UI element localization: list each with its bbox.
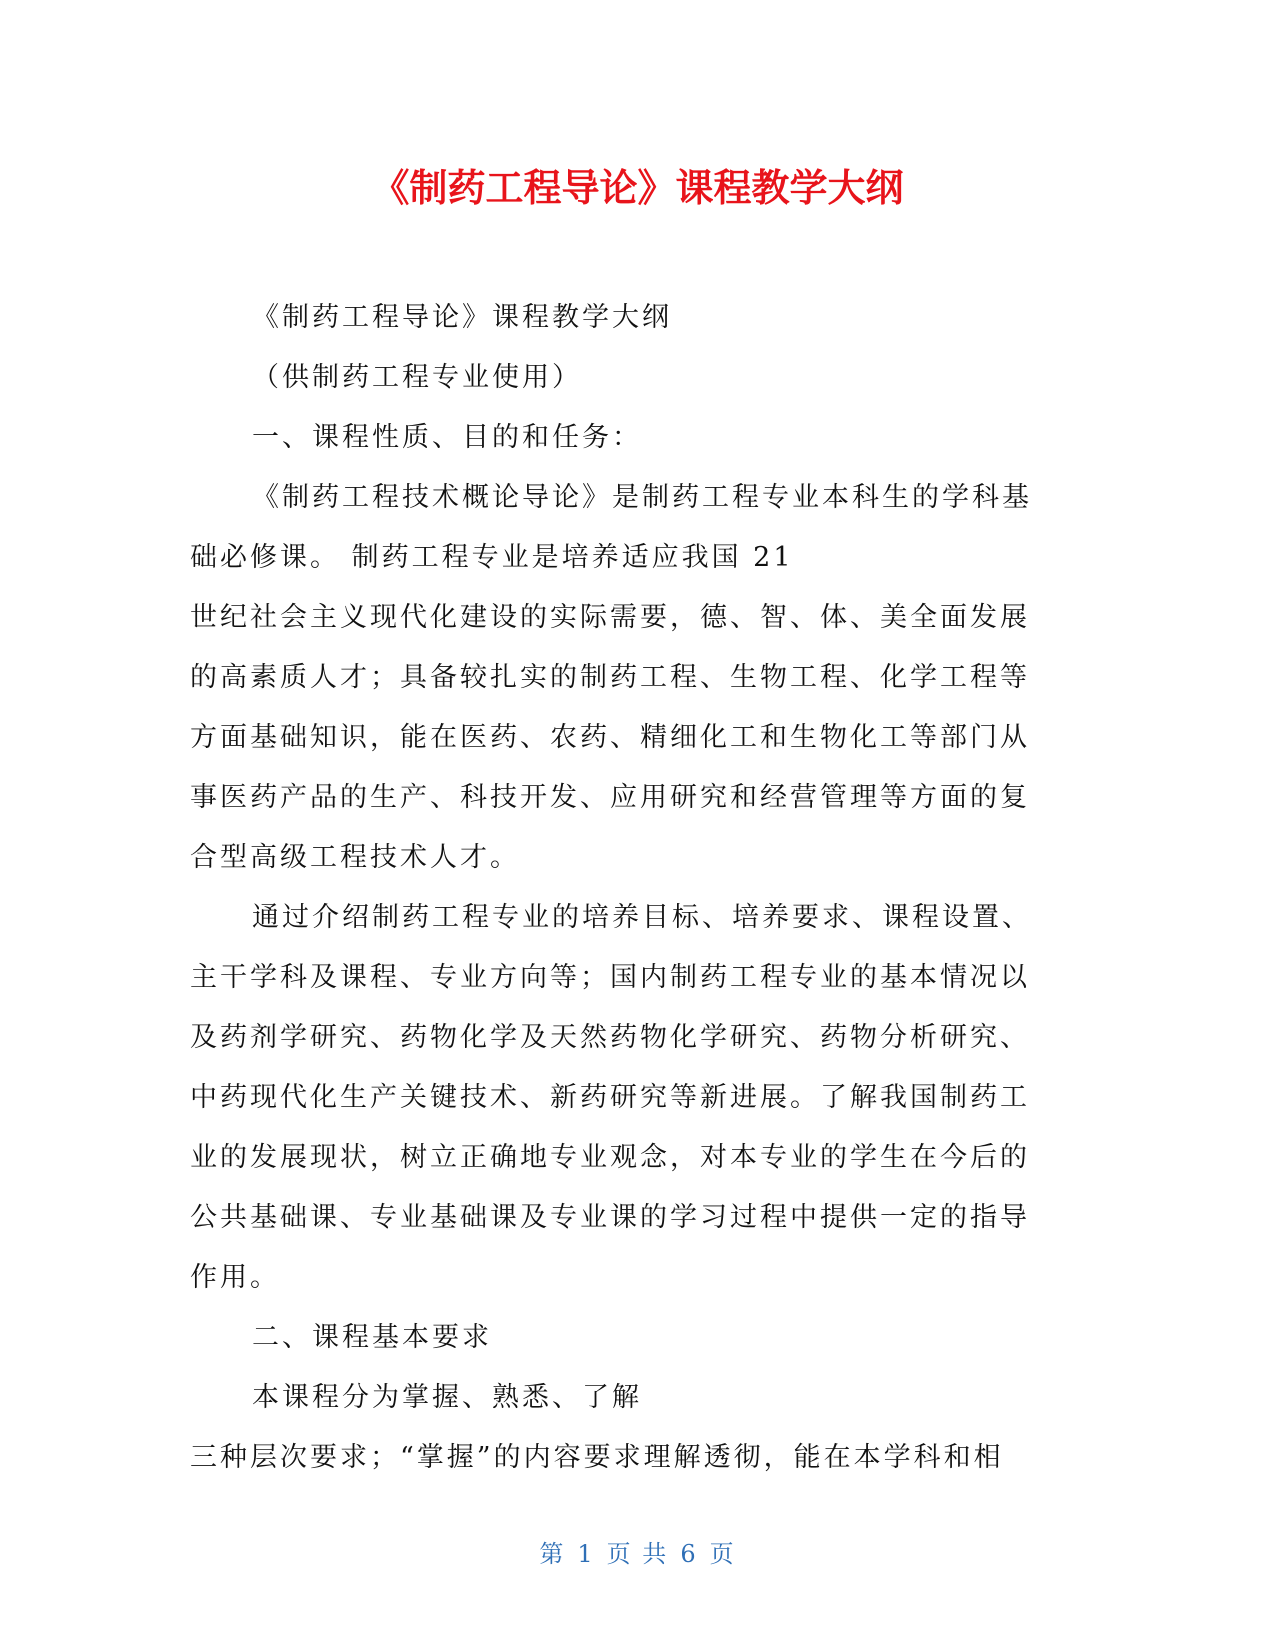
footer-current-page: 1 (577, 1540, 595, 1568)
page-footer (0, 1538, 1275, 1570)
text-line: 方面基础知识，能在医药、农药、精细化工和生物化工等部门从 (190, 722, 1030, 753)
text-line: 的高素质人才；具备较扎实的制药工程、生物工程、化学工程等 (190, 662, 1030, 693)
text-line: 业的发展现状，树立正确地专业观念，对本专业的学生在今后的 (190, 1142, 1030, 1173)
text-line: 《制药工程技术概论导论》是制药工程专业本科生的学科基 (252, 482, 1032, 513)
text-line: 作用。 (190, 1262, 280, 1293)
text-line: 一、课程性质、目的和任务： (252, 422, 642, 453)
document-body (190, 288, 1060, 1488)
text-line: 世纪社会主义现代化建设的实际需要，德、智、体、美全面发展 (190, 602, 1030, 633)
text-line: 中药现代化生产关键技术、新药研究等新进展。了解我国制药工 (190, 1082, 1030, 1113)
text-line: 本课程分为掌握、熟悉、了解 (252, 1382, 642, 1413)
text-line: 合型高级工程技术人才。 (190, 842, 520, 873)
text-line: 础必修课。 制药工程专业是培养适应我国 21 (190, 542, 794, 573)
footer-total-pages: 6 (680, 1540, 698, 1568)
text-line: 《制药工程导论》课程教学大纲 (252, 302, 672, 333)
text-line: 及药剂学研究、药物化学及天然药物化学研究、药物分析研究、 (190, 1022, 1030, 1053)
text-line: 主干学科及课程、专业方向等；国内制药工程专业的基本情况以 (190, 962, 1030, 993)
text-line: 通过介绍制药工程专业的培养目标、培养要求、课程设置、 (252, 902, 1032, 933)
text-line: （供制药工程专业使用） (252, 362, 582, 393)
text-line: 公共基础课、专业基础课及专业课的学习过程中提供一定的指导 (190, 1202, 1030, 1233)
text-line: 事医药产品的生产、科技开发、应用研究和经营管理等方面的复 (190, 782, 1030, 813)
footer-suffix: 页 (709, 1540, 736, 1568)
text-line: 三种层次要求；“掌握”的内容要求理解透彻，能在本学科和相 (190, 1442, 1004, 1473)
footer-prefix: 第 (539, 1540, 566, 1568)
footer-middle: 页 共 (606, 1540, 669, 1568)
document-title: 《制药工程导论》课程教学大纲 (371, 166, 904, 210)
text-line: 二、课程基本要求 (252, 1322, 492, 1353)
